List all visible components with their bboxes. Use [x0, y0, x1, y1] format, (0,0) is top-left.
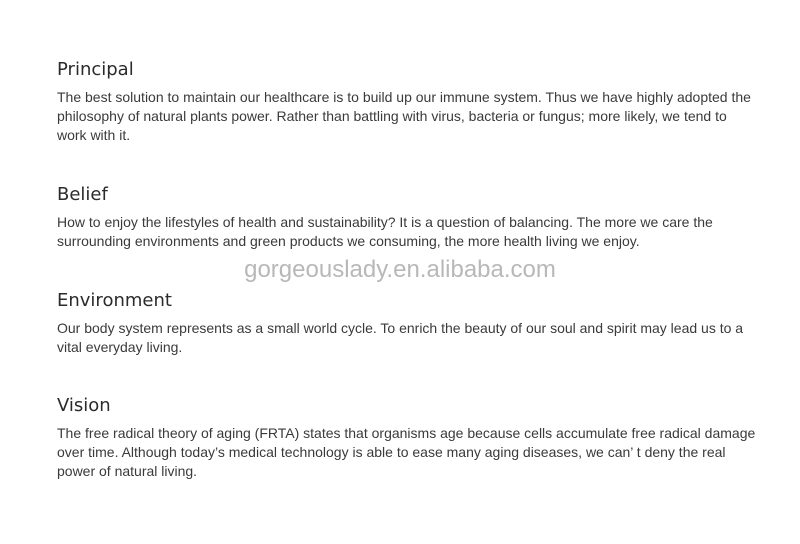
section-text: The best solution to maintain our healthcare is to build up our immune system. Thus we have highly adopted the philosophy of natural plants power. Rather than battling with virus, bacteria or fungus; more likely, we tend to work with it. — [57, 89, 751, 143]
section-belief — [57, 184, 757, 251]
section-heading: Belief — [57, 184, 108, 205]
section-heading: Principal — [57, 59, 134, 80]
section-vision — [57, 395, 757, 481]
section-environment — [57, 290, 757, 357]
section-text: Our body system represents as a small world cycle. To enrich the beauty of our soul and spirit may lead us to a vital everyday living. — [57, 320, 744, 355]
section-principal — [57, 59, 757, 145]
section-heading: Environment — [57, 290, 172, 311]
section-heading: Vision — [57, 395, 111, 416]
section-text: How to enjoy the lifestyles of health and sustainability? It is a question of balancing. The more we care the surrounding environments and green products we consuming, the more health living we enjoy. — [57, 214, 713, 249]
watermark-text: gorgeouslady.en.alibaba.com — [244, 256, 556, 283]
section-text: The free radical theory of aging (FRTA) states that organisms age because cells accumulate free radical damage over time. Although today’s medical technology is able to ease many aging diseases, we can’ t deny the real power of natural living. — [57, 425, 756, 479]
